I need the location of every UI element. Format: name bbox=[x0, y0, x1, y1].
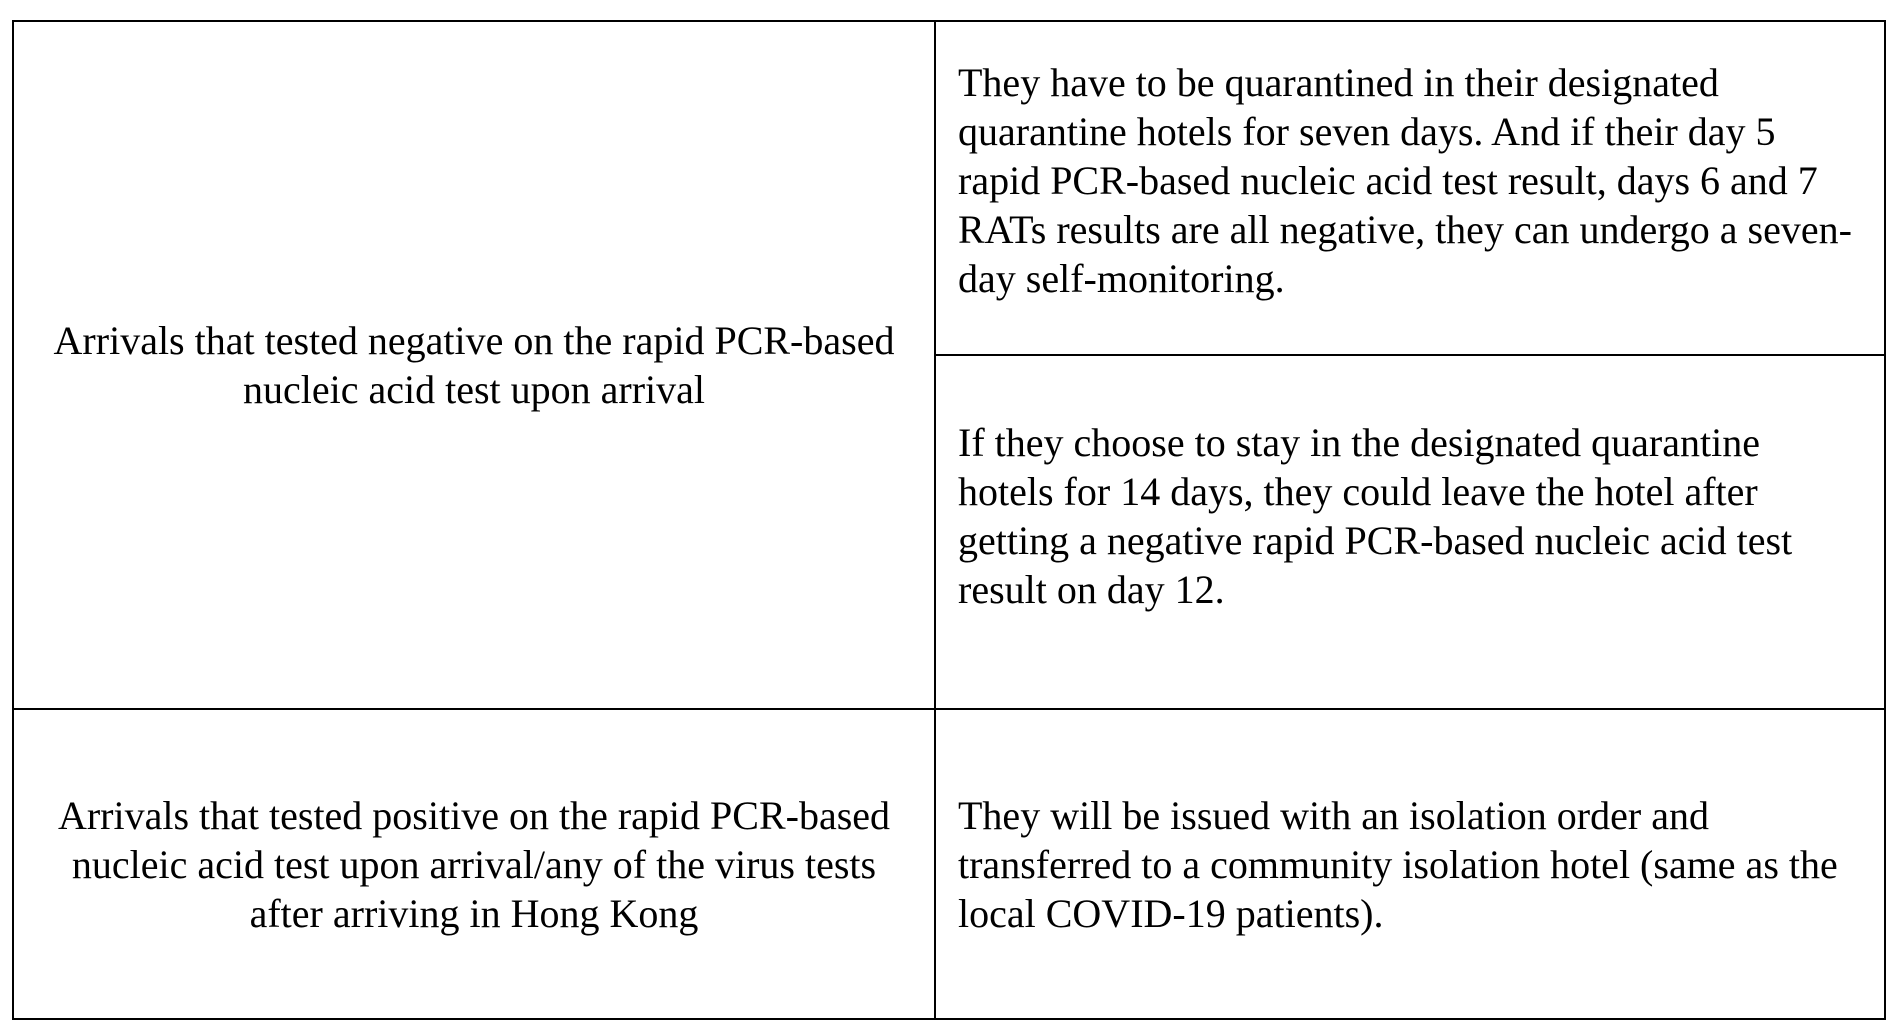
category-cell-positive bbox=[13, 709, 935, 1019]
detail-cell-isolation-order bbox=[935, 709, 1885, 1019]
detail-fourteen-day-option-text: If they choose to stay in the designated quarantine hotels for 14 days, they could leave the hotel after getting a negative rapid PCR-based nucleic acid test result on day 12. bbox=[958, 420, 1793, 612]
detail-cell-seven-day-quarantine bbox=[935, 21, 1885, 355]
category-cell-negative bbox=[13, 21, 935, 709]
table-row bbox=[13, 709, 1885, 1019]
detail-seven-day-quarantine-text: They have to be quarantined in their designated quarantine hotels for seven days. And if their day 5 rapid PCR-based nucleic acid test result, days 6 and 7 RATs results are all negative, they can undergo a seven-day self-monitoring. bbox=[958, 59, 1852, 301]
category-negative-text: Arrivals that tested negative on the rapid PCR-based nucleic acid test upon arrival bbox=[53, 318, 895, 412]
category-positive-text: Arrivals that tested positive on the rapid PCR-based nucleic acid test upon arrival/any of the virus tests after arriving in Hong Kong bbox=[57, 792, 891, 936]
table-row bbox=[13, 21, 1885, 355]
detail-cell-fourteen-day-option bbox=[935, 355, 1885, 709]
arrival-policy-table bbox=[12, 20, 1886, 1020]
detail-isolation-order-text: They will be issued with an isolation order and transferred to a community isolation hotel (same as the local COVID-19 patients). bbox=[958, 792, 1838, 936]
